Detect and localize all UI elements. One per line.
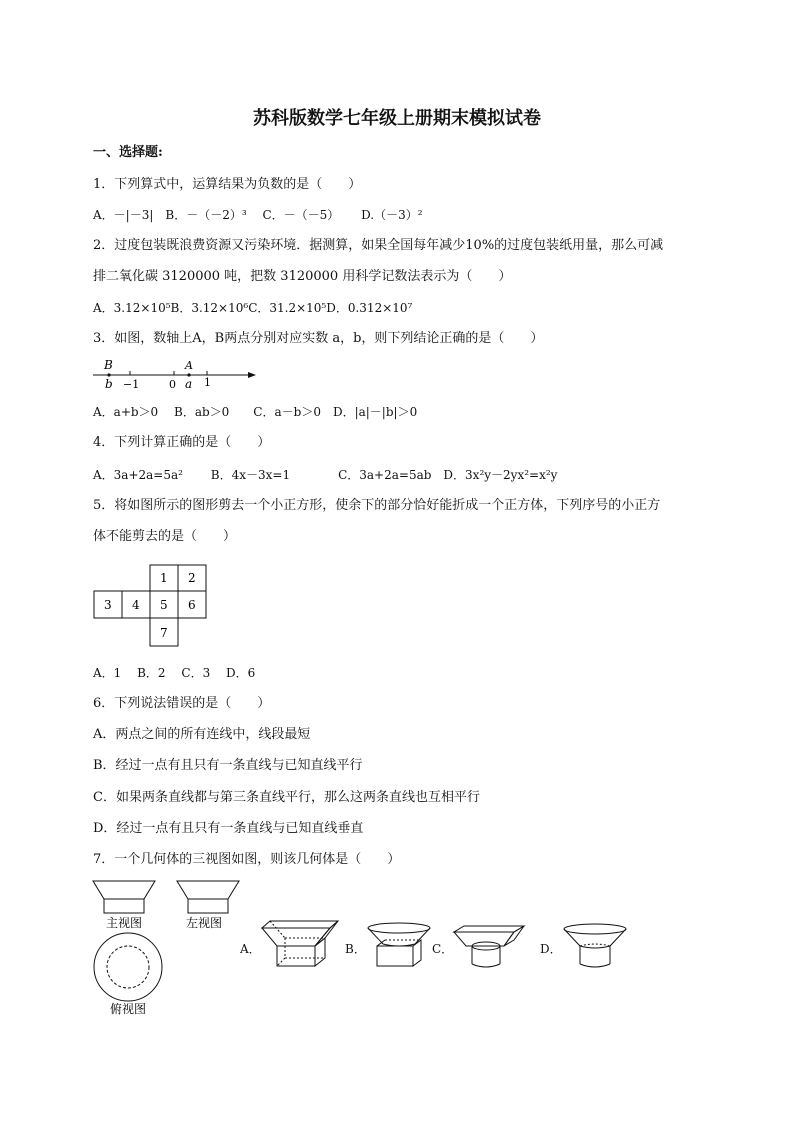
left-view-label: 左视图 [186, 916, 223, 930]
question-6-option-b: B．经过一点有且只有一条直线与已知直线平行 [93, 758, 363, 773]
label-one: 1 [204, 376, 211, 389]
label-A: A [185, 359, 193, 372]
question-6-stem: 6．下列说法错误的是（ ） [93, 696, 271, 711]
question-1-options: A．－|－3| B．－（－2）³ C．－（－5） D.（－3）² [93, 208, 423, 222]
net-label-5: 5 [160, 598, 168, 612]
label-b: b [105, 377, 113, 391]
net-label-7: 7 [160, 626, 168, 640]
arrow-icon [248, 372, 256, 378]
top-view-outer-circle [94, 933, 162, 1001]
question-2-stem-line1: 2．过度包装既浪费资源又污染环境．据测算，如果全国每年减少10%的过度包装纸用量，那么可减 [93, 238, 664, 253]
option-b-figure [365, 920, 433, 972]
net-label-4: 4 [132, 598, 140, 612]
option-c-label: C． [432, 942, 454, 956]
top-view-inner-circle [107, 946, 149, 988]
option-d-label: D． [540, 942, 562, 956]
question-1-stem: 1．下列算式中，运算结果为负数的是（ ） [93, 177, 362, 192]
question-4-options: A．3a+2a=5a² B．4x－3x=1 C．3a+2a=5ab D．3x²y－2yx²=x²y [93, 468, 558, 482]
question-5-options: A．1 B．2 C．3 D．6 [93, 666, 256, 680]
left-view-base [188, 899, 228, 913]
question-4-stem: 4．下列计算正确的是（ ） [93, 435, 271, 450]
cube-net-figure [93, 564, 211, 648]
net-label-2: 2 [188, 571, 196, 585]
net-label-6: 6 [188, 598, 196, 612]
left-view-top [177, 881, 239, 899]
option-c-figure [452, 922, 528, 972]
question-2-stem-line2: 排二氧化碳 3120000 吨，把数 3120000 用科学记数法表示为（ ） [93, 269, 512, 284]
question-3-options: A．a+b＞0 B．ab＞0 C．a－b＞0 D．|a|－|b|＞0 [93, 405, 418, 419]
net-label-3: 3 [104, 598, 112, 612]
number-line-figure [90, 356, 260, 392]
section-heading: 一、选择题: [93, 145, 163, 160]
option-b-label: B． [345, 942, 366, 956]
top-view-label: 俯视图 [110, 1002, 147, 1016]
question-5-stem-line1: 5．将如图所示的图形剪去一个小正方形，使余下的部分恰好能折成一个正方体，下列序号的小正方 [93, 498, 661, 513]
question-7-stem: 7．一个几何体的三视图如图，则该几何体是（ ） [93, 852, 401, 867]
question-3-stem: 3．如图，数轴上A，B两点分别对应实数 a，b，则下列结论正确的是（ ） [93, 331, 544, 346]
page-title: 苏科版数学七年级上册期末模拟试卷 [253, 108, 541, 129]
question-2-options: A．3.12×10⁵B．3.12×10⁶C．31.2×10⁵D．0.312×10⁷ [93, 301, 413, 315]
question-6-option-d: D．经过一点有且只有一条直线与已知直线垂直 [93, 821, 364, 836]
label-B: B [104, 358, 113, 372]
front-view-base [104, 899, 144, 913]
net-label-1: 1 [160, 571, 168, 585]
question-6-option-a: A．两点之间的所有连线中，线段最短 [93, 727, 311, 742]
label-a: a [185, 377, 193, 391]
label-zero: 0 [169, 378, 176, 391]
question-6-option-c: C．如果两条直线都与第三条直线平行，那么这两条直线也互相平行 [93, 790, 480, 805]
three-views-figure [90, 878, 250, 1018]
front-view-top [93, 881, 155, 899]
question-5-stem-line2: 体不能剪去的是（ ） [93, 529, 237, 544]
option-d-figure [560, 920, 632, 972]
option-a-label: A． [240, 942, 261, 956]
option-a-figure [260, 918, 340, 973]
label-minus1: −1 [123, 378, 140, 391]
front-view-label: 主视图 [106, 916, 143, 930]
